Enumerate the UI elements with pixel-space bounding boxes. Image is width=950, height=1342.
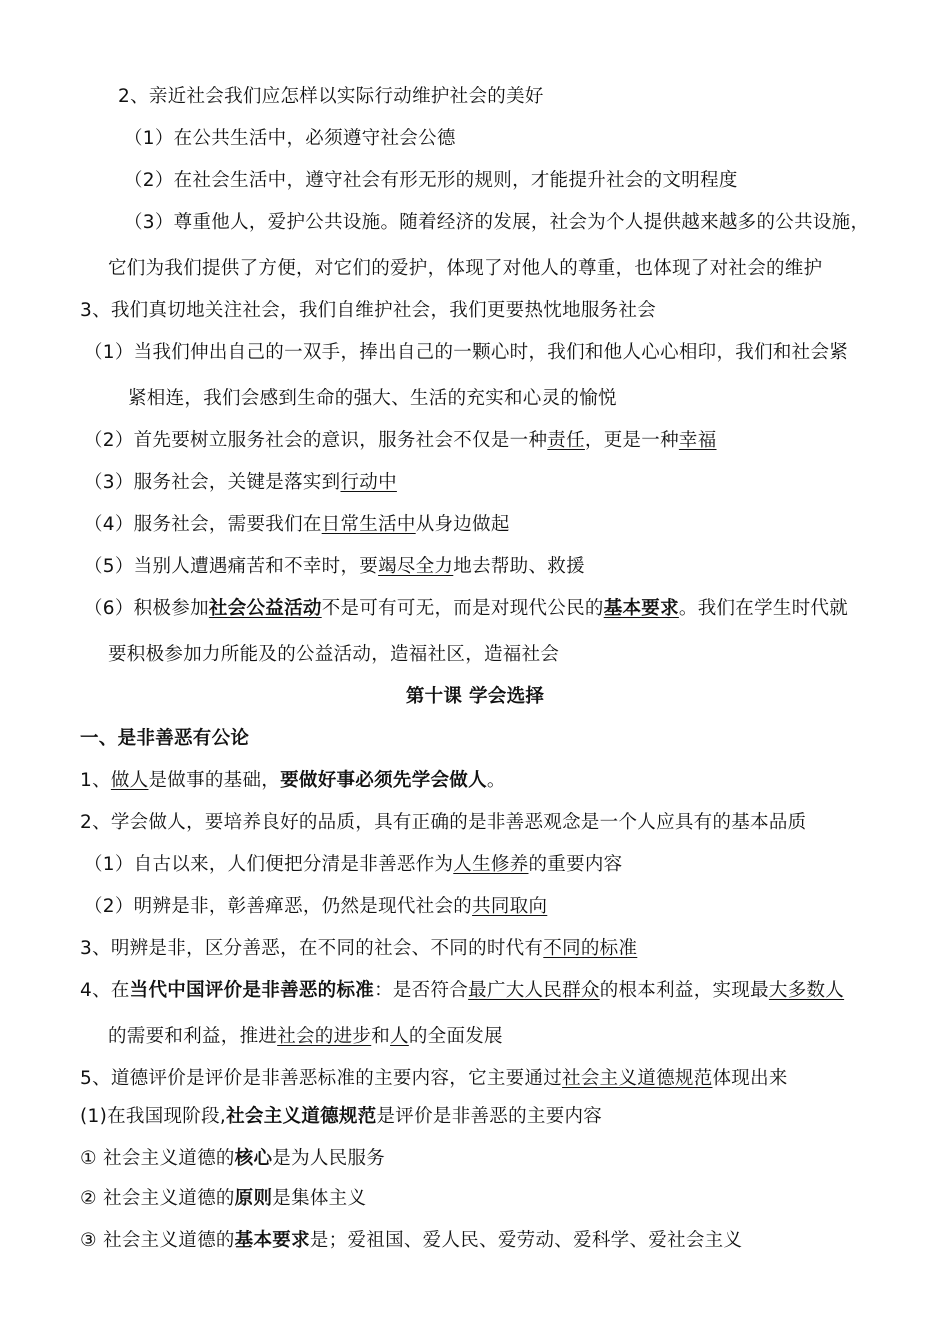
underlined-term: 大多数人 xyxy=(768,980,845,1001)
text-run: 3、明辨是非，区分善恶，在不同的社会、不同的时代有 xyxy=(80,938,544,959)
paragraph-line: （1）当我们伸出自己的一双手，捧出自己的一颗心时，我们和他人心心相印，我们和社会紧 xyxy=(84,342,849,363)
paragraph-line: 它们为我们提供了方便，对它们的爱护，体现了对他人的尊重，也体现了对社会的维护 xyxy=(108,258,823,279)
text-run: 5、道德评价是评价是非善恶标准的主要内容，它主要通过 xyxy=(80,1068,563,1089)
text-run: 体现出来 xyxy=(712,1068,788,1089)
text-run: （2）首先要树立服务社会的意识，服务社会不仅是一种 xyxy=(84,430,548,451)
text-run: 的需要和利益，推进 xyxy=(108,1026,278,1047)
text-run: 的根本利益，实现最 xyxy=(599,980,769,1001)
text-run: 地去帮助、救援 xyxy=(453,556,585,577)
text-run: ，更是一种 xyxy=(584,430,679,451)
text-run: 是；爱祖国、爱人民、爱劳动、爱科学、爱社会主义 xyxy=(309,1230,743,1251)
text-run: 的全面发展 xyxy=(408,1026,503,1047)
text-run: 是为人民服务 xyxy=(272,1148,386,1169)
bold-underlined-term: 社会公益活动 xyxy=(208,598,322,619)
bold-term: 社会主义道德规范 xyxy=(226,1106,377,1127)
bold-term: 要做好事必须先学会做人 xyxy=(280,770,487,791)
text-run: （1）自古以来，人们便把分清是非善恶作为 xyxy=(84,854,454,875)
paragraph-line xyxy=(84,470,397,496)
text-run: （6）积极参加 xyxy=(84,598,209,619)
paragraph-line xyxy=(84,852,623,878)
section-heading: 一、是非善恶有公论 xyxy=(80,728,250,749)
bold-term: 核心 xyxy=(234,1148,273,1169)
bold-term: 原则 xyxy=(234,1188,273,1209)
paragraph-line xyxy=(80,768,506,794)
paragraph-line xyxy=(80,1146,385,1172)
paragraph-line: （1）在公共生活中，必须遵守社会公德 xyxy=(124,128,456,149)
paragraph-line xyxy=(80,1186,366,1212)
underlined-term: 竭尽全力 xyxy=(378,556,454,577)
underlined-term: 责任 xyxy=(547,430,585,451)
underlined-term: 幸福 xyxy=(678,430,717,451)
underlined-term: 日常生活中 xyxy=(321,514,416,535)
underlined-term: 不同的标准 xyxy=(543,938,638,959)
paragraph-line: 紧相连，我们会感到生命的强大、生活的充实和心灵的愉悦 xyxy=(128,388,617,409)
text-run: 。我们在学生时代就 xyxy=(678,598,849,619)
text-run: 从身边做起 xyxy=(415,514,510,535)
text-run: 1、 xyxy=(80,770,111,791)
text-run: 是评价是非善恶的主要内容 xyxy=(376,1106,603,1127)
text-run: 是集体主义 xyxy=(272,1188,367,1209)
paragraph-line xyxy=(84,428,717,454)
underlined-term: 做人 xyxy=(110,770,149,791)
paragraph-line xyxy=(80,1104,602,1130)
paragraph-line: （3）尊重他人，爱护公共设施。随着经济的发展，社会为个人提供越来越多的公共设施， xyxy=(124,212,870,233)
paragraph-line xyxy=(80,1066,788,1092)
text-run: 4、在 xyxy=(80,980,130,1001)
text-run: （2）明辨是非，彰善瘅恶，仍然是现代社会的 xyxy=(84,896,473,917)
text-run: （4）服务社会，需要我们在 xyxy=(84,514,322,535)
text-run: ：是否符合 xyxy=(374,980,469,1001)
underlined-term: 人 xyxy=(390,1026,409,1047)
bold-underlined-term: 基本要求 xyxy=(603,598,679,619)
underlined-term: 共同取向 xyxy=(472,896,548,917)
text-run: 和 xyxy=(371,1026,391,1047)
text-run: ① 社会主义道德的 xyxy=(80,1148,235,1169)
paragraph-line xyxy=(80,978,844,1004)
underlined-term: 社会主义道德规范 xyxy=(562,1068,713,1089)
heading-item-3: 3、我们真切地关注社会，我们自维护社会，我们更要热忱地服务社会 xyxy=(80,300,657,321)
text-run: (1)在我国现阶段, xyxy=(80,1106,227,1127)
underlined-term: 人生修养 xyxy=(453,854,529,875)
text-run: （5）当别人遭遇痛苦和不幸时，要 xyxy=(84,556,379,577)
underlined-term: 社会的进步 xyxy=(277,1026,372,1047)
underlined-term: 最广大人民群众 xyxy=(468,980,600,1001)
text-run: （3）服务社会，关键是落实到 xyxy=(84,472,341,493)
paragraph-line xyxy=(84,554,585,580)
underlined-term: 行动中 xyxy=(340,472,397,493)
text-run: 。 xyxy=(486,770,506,791)
text-run: ③ 社会主义道德的 xyxy=(80,1230,235,1251)
text-run: 是做事的基础， xyxy=(148,770,281,791)
paragraph-line xyxy=(84,894,547,920)
bold-term: 基本要求 xyxy=(234,1230,310,1251)
paragraph-line xyxy=(80,1228,742,1254)
text-run: ② 社会主义道德的 xyxy=(80,1188,235,1209)
paragraph-line xyxy=(80,936,637,962)
paragraph-line: （2）在社会生活中，遵守社会有形无形的规则，才能提升社会的文明程度 xyxy=(124,170,738,191)
bold-term: 当代中国评价是非善恶的标准 xyxy=(129,980,375,1001)
paragraph-line xyxy=(84,512,510,538)
paragraph-line: 2、学会做人，要培养良好的品质，具有正确的是非善恶观念是一个人应具有的基本品质 xyxy=(80,812,807,833)
lesson-title: 第十课 学会选择 xyxy=(405,686,545,707)
paragraph-line xyxy=(108,1024,503,1050)
text-run: 的重要内容 xyxy=(528,854,623,875)
paragraph-line xyxy=(84,596,848,622)
paragraph-line: 要积极参加力所能及的公益活动，造福社区，造福社会 xyxy=(108,644,560,665)
text-run: 不是可有可无，而是对现代公民的 xyxy=(321,598,604,619)
heading-item-2: 2、亲近社会我们应怎样以实际行动维护社会的美好 xyxy=(118,86,544,107)
